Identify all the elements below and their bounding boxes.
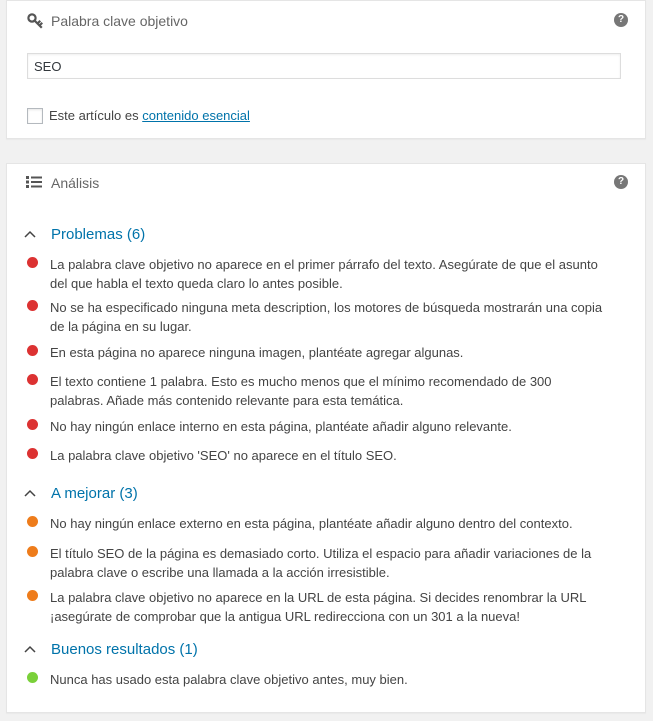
bullet-problem	[27, 257, 38, 268]
result-text: El título SEO de la página es demasiado corto. Utiliza el espacio para añadir variaciones de la palabra clave o escribe una llamada a la acción irresistible.	[50, 546, 592, 580]
result-text: No hay ningún enlace interno en esta página, plantéate añadir alguno relevante.	[50, 419, 512, 434]
result-text: No se ha especificado ninguna meta description, los motores de búsqueda mostrarán una copia de la página en su lugar.	[50, 300, 603, 334]
chevron-up-icon	[24, 645, 36, 653]
cornerstone-label	[49, 108, 250, 123]
bullet-problem	[27, 419, 38, 430]
analysis-title: Análisis	[51, 175, 100, 191]
cornerstone-content-link[interactable]: contenido esencial	[142, 108, 250, 123]
bullet-improvement	[27, 590, 38, 601]
bullet-good	[27, 672, 38, 683]
focus-keyword-panel	[6, 0, 646, 139]
focus-keyword-input[interactable]	[27, 53, 621, 79]
section-title-improvements: A mejorar (3)	[51, 485, 138, 502]
help-icon[interactable]: ?	[614, 13, 628, 27]
section-title-problems: Problemas (6)	[51, 226, 146, 243]
chevron-up-icon	[24, 230, 36, 238]
bullet-improvement	[27, 516, 38, 527]
result-text: No hay ningún enlace externo en esta página, plantéate añadir alguno dentro del contexto.	[50, 516, 573, 531]
bullet-problem	[27, 374, 38, 385]
bullet-problem	[27, 345, 38, 356]
result-text: La palabra clave objetivo no aparece en el primer párrafo del texto. Asegúrate de que el asunto del que habla el texto queda claro lo antes posible.	[50, 257, 598, 291]
bullet-problem	[27, 448, 38, 459]
list-icon	[26, 175, 42, 189]
result-text: La palabra clave objetivo no aparece en la URL de esta página. Si decides renombrar la URL ¡asegúrate de comprobar que la antigua URL redirecciona con un 301 a la nueva!	[50, 590, 586, 624]
help-icon[interactable]: ?	[614, 175, 628, 189]
bullet-improvement	[27, 546, 38, 557]
key-icon	[27, 13, 43, 29]
result-text: El texto contiene 1 palabra. Esto es mucho menos que el mínimo recomendado de 300 palabras. Añade más contenido relevante para esta temática.	[50, 374, 552, 408]
result-text: La palabra clave objetivo 'SEO' no aparece en el título SEO.	[50, 448, 397, 463]
result-text: Nunca has usado esta palabra clave objetivo antes, muy bien.	[50, 672, 408, 687]
section-title-good-results: Buenos resultados (1)	[51, 641, 198, 658]
result-text: En esta página no aparece ninguna imagen, plantéate agregar algunas.	[50, 345, 464, 360]
chevron-up-icon	[24, 489, 36, 497]
cornerstone-label-text: Este artículo es	[49, 108, 143, 123]
bullet-problem	[27, 300, 38, 311]
focus-keyword-title: Palabra clave objetivo	[51, 13, 188, 29]
cornerstone-checkbox[interactable]	[27, 108, 43, 124]
analysis-panel	[6, 163, 646, 713]
